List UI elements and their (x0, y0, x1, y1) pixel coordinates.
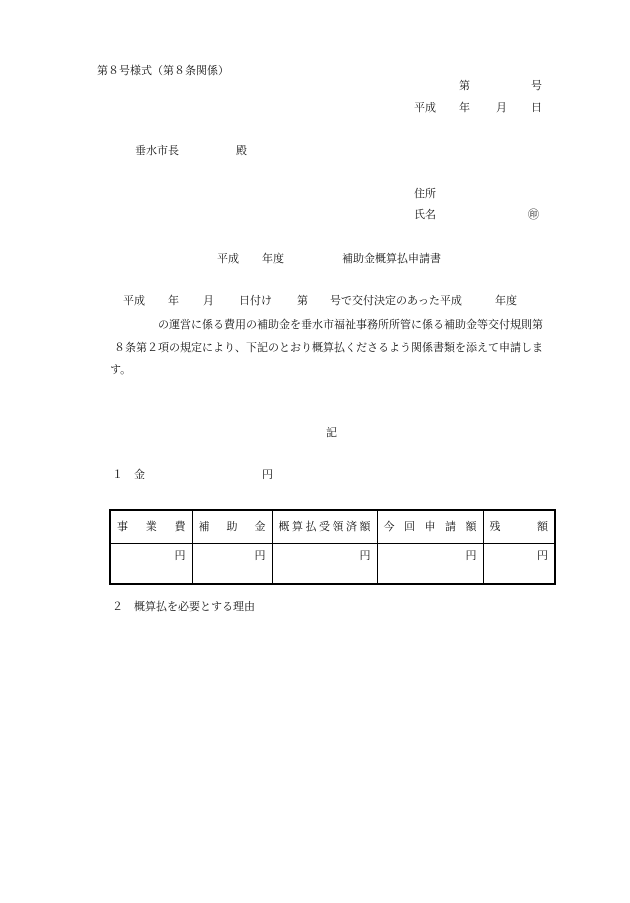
name-label: 氏名 (414, 208, 436, 221)
title-era: 平成 (217, 252, 239, 265)
value-current-request: 円 (377, 544, 483, 585)
ki-mark: 記 (326, 426, 337, 439)
doc-title: 補助金概算払申請書 (342, 252, 441, 265)
body-year: 年 (168, 294, 179, 307)
body-line-4: す。 (110, 363, 132, 376)
value-zangaku: 円 (483, 544, 555, 585)
item1-unit: 円 (262, 468, 273, 481)
date-era: 平成 (414, 101, 436, 114)
body-line-2: の運営に係る費用の補助金を垂水市福祉事務所所管に係る補助金等交付規則第 (158, 318, 543, 331)
body-era: 平成 (123, 294, 145, 307)
doc-number-go: 号 (531, 79, 542, 92)
amount-table (109, 509, 556, 585)
header-hojokin: 補助金 (192, 510, 272, 544)
header-gaisan-received: 概算払受領済額 (272, 510, 377, 544)
form-number: 第８号様式（第８条関係） (97, 64, 229, 77)
body-dai: 第 (297, 294, 308, 307)
header-current-request: 今回申請額 (377, 510, 483, 544)
body-month: 月 (203, 294, 214, 307)
value-jigyohi: 円 (110, 544, 192, 585)
table-value-row (110, 544, 555, 585)
value-hojokin: 円 (192, 544, 272, 585)
item1-label: １ 金 (112, 468, 145, 481)
table-header-row (110, 510, 555, 544)
value-gaisan-received: 円 (272, 544, 377, 585)
body-day: 日付け (239, 294, 272, 307)
doc-number-dai: 第 (459, 79, 470, 92)
header-zangaku: 残額 (483, 510, 555, 544)
body-line-3: ８条第２項の規定により、下記のとおり概算払くださるよう関係書類を添えて申請しま (114, 341, 543, 354)
header-jigyohi: 事業費 (110, 510, 192, 544)
date-month: 月 (496, 101, 507, 114)
addressee-title: 垂水市長 (135, 144, 179, 157)
body-nendo: 年度 (495, 294, 517, 307)
body-go: 号で交付決定のあった平成 (330, 294, 462, 307)
item2-label: ２ 概算払を必要とする理由 (112, 600, 255, 613)
addressee-honorific: 殿 (236, 144, 247, 157)
date-year: 年 (459, 101, 470, 114)
address-label: 住所 (414, 187, 436, 200)
title-year: 年度 (262, 252, 284, 265)
seal-mark: ㊞ (528, 208, 539, 221)
date-day: 日 (531, 101, 542, 114)
